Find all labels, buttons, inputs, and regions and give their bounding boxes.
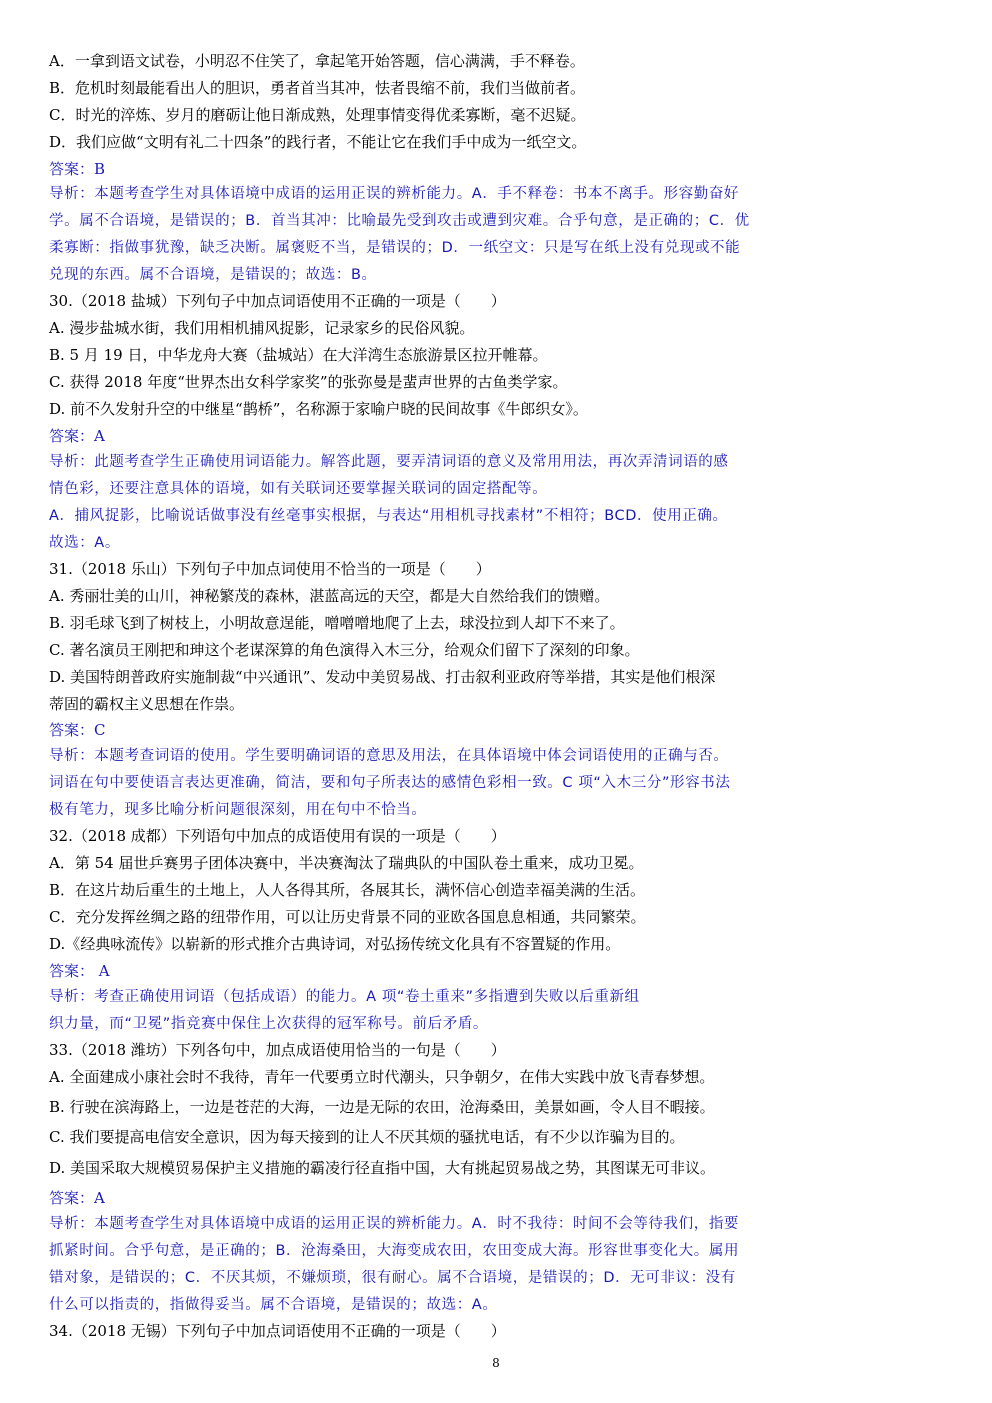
explanation-line: 什么可以指责的，指做得妥当。属不合语境，是错误的；故选：A。 [49,1297,498,1313]
question-line: A. 秀丽壮美的山川，神秘繁茂的森林，湛蓝高远的天空，都是大自然给我们的馈赠。 [49,587,610,605]
answer-line: 答案： A [49,962,110,980]
question-line: A．一拿到语文试卷，小明忍不住笑了，拿起笔开始答题，信心满满，手不释卷。 [49,52,585,70]
explanation-line: 织力量，而“卫冕”指竞赛中保住上次获得的冠军称号。前后矛盾。 [49,1016,489,1032]
explanation-line: 抓紧时间。合乎句意，是正确的；B．沧海桑田，大海变成农田，农田变成大海。形容世事变化大。属用 [49,1243,740,1259]
question-line: C. 著名演员王刚把和珅这个老谋深算的角色演得入木三分，给观众们留下了深刻的印象。 [49,641,640,659]
explanation-line: 兑现的东西。属不合语境，是错误的；故选：B。 [49,267,377,283]
question-line: 33.（2018 潍坊）下列各句中，加点成语使用恰当的一句是（ ） [49,1041,506,1059]
question-line: B．在这片劫后重生的土地上，人人各得其所，各展其长，满怀信心创造幸福美满的生活。 [49,881,646,899]
explanation-line: 情色彩，还要注意具体的语境，如有关联词还要掌握关联词的固定搭配等。 [49,481,548,497]
question-line: D. 美国采取大规模贸易保护主义措施的霸凌行径直指中国，大有挑起贸易战之势，其图谋无可非议。 [49,1159,716,1177]
question-line: A. 全面建成小康社会时不我待，青年一代要勇立时代潮头，只争朝夕，在伟大实践中放飞青春梦想。 [49,1068,715,1086]
question-line: 30.（2018 盐城）下列句子中加点词语使用不正确的一项是（ ） [49,292,506,310]
explanation-line: 柔寡断：指做事犹豫，缺乏决断。属褒贬不当，是错误的；D．一纸空文：只是写在纸上没有兑现或不能 [49,240,741,256]
answer-line: 答案：B [49,160,106,178]
question-line: 蒂固的霸权主义思想在作祟。 [49,695,245,713]
explanation-line: 导析：本题考查词语的使用。学生要明确词语的意思及用法，在具体语境中体会词语使用的正确与否。 [49,748,729,764]
question-line: C. 我们要提高电信安全意识，因为每天接到的让人不厌其烦的骚扰电话，有不少以诈骗为目的。 [49,1128,685,1146]
question-line: C. 获得 2018 年度“世界杰出女科学家奖”的张弥曼是蜚声世界的古鱼类学家。 [49,373,568,391]
answer-line: 答案：A [49,1189,105,1207]
question-line: B. 羽毛球飞到了树枝上，小明故意逞能，噌噌噌地爬了上去，球没拉到人却下不来了。 [49,614,625,632]
question-line: 32.（2018 成都）下列语句中加点的成语使用有误的一项是（ ） [49,827,506,845]
explanation-line: 词语在句中要使语言表达更准确，简洁，要和句子所表达的感情色彩相一致。C 项“入木三分”形容书法 [49,775,731,791]
question-line: B. 行驶在滨海路上，一边是苍茫的大海，一边是无际的农田，沧海桑田，美景如画，令人目不暇接。 [49,1098,715,1116]
question-line: A. 漫步盐城水街，我们用相机捕风捉影，记录家乡的民俗风貌。 [49,319,475,337]
question-line: B. 5 月 19 日，中华龙舟大赛（盐城站）在大洋湾生态旅游景区拉开帷幕。 [49,346,548,364]
explanation-line: A．捕风捉影，比喻说话做事没有丝毫事实根据，与表达“用相机寻找素材”不相符；BCD．使用正确。 [49,508,728,524]
question-line: D. 美国特朗普政府实施制裁“中兴通讯”、发动中美贸易战、打击叙利亚政府等举措，其实是他们根深 [49,668,716,686]
explanation-line: 导析：此题考查学生正确使用词语能力。解答此题，要弄清词语的意义及常用用法，再次弄清词语的感 [49,454,729,470]
explanation-line: 导析：考查正确使用词语（包括成语）的能力。A 项“卷土重来”多指遭到失败以后重新组 [49,989,640,1005]
question-line: D. 前不久发射升空的中继星“鹊桥”，名称源于家喻户晓的民间故事《牛郎织女》。 [49,400,588,418]
explanation-line: 极有笔力，现多比喻分析问题很深刻，用在句中不恰当。 [49,802,427,818]
page-number: 8 [492,1356,500,1370]
question-line: C．充分发挥丝绸之路的纽带作用，可以让历史背景不同的亚欧各国息息相通，共同繁荣。 [49,908,646,926]
explanation-line: 导析：本题考查学生对具体语境中成语的运用正误的辨析能力。A．手不释卷：书本不离手。形容勤奋好 [49,186,740,202]
question-line: D．我们应做“文明有礼二十四条”的践行者，不能让它在我们手中成为一纸空文。 [49,133,587,151]
question-line: B．危机时刻最能看出人的胆识，勇者首当其冲，怯者畏缩不前，我们当做前者。 [49,79,586,97]
explanation-line: 学。属不合语境，是错误的；B．首当其冲：比喻最先受到攻击或遭到灾难。合乎句意，是正确的；C．优 [49,213,750,229]
answer-line: 答案：C [49,721,106,739]
answer-line: 答案：A [49,427,105,445]
explanation-line: 错对象，是错误的；C．不厌其烦，不嫌烦琐，很有耐心。属不合语境，是错误的；D．无可非议：没有 [49,1270,736,1286]
question-line: A．第 54 届世乒赛男子团体决赛中，半决赛淘汰了瑞典队的中国队卷土重来，成功卫冕。 [49,854,644,872]
question-line: 31.（2018 乐山）下列句子中加点词使用不恰当的一项是（ ） [49,560,491,578]
question-line: 34.（2018 无锡）下列句子中加点词语使用不正确的一项是（ ） [49,1322,506,1340]
question-line: C．时光的淬炼、岁月的磨砺让他日渐成熟，处理事情变得优柔寡断，毫不迟疑。 [49,106,586,124]
explanation-line: 导析：本题考查学生对具体语境中成语的运用正误的辨析能力。A．时不我待：时间不会等待我们，指要 [49,1216,740,1232]
explanation-line: 故选：A。 [49,535,120,551]
question-line: D.《经典咏流传》以崭新的形式推介古典诗词，对弘扬传统文化具有不容置疑的作用。 [49,935,621,953]
